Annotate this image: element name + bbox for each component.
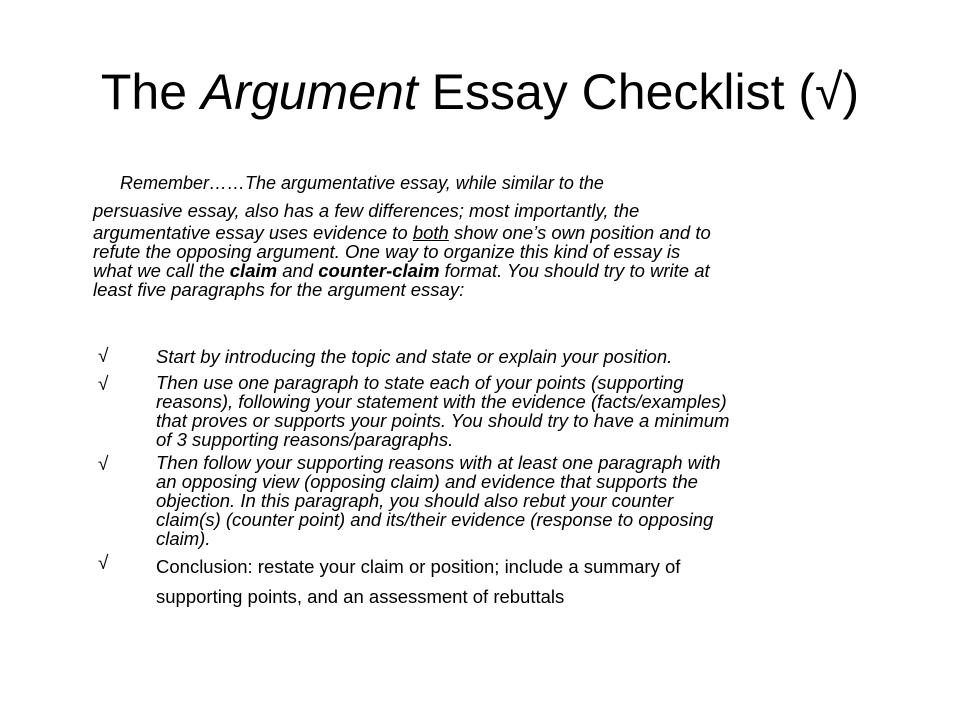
checklist-item-line: Then follow your supporting reasons with at least one paragraph with bbox=[156, 452, 721, 473]
checklist-item-line: Start by introducing the topic and state or explain your position. bbox=[156, 346, 673, 367]
checklist-item-line: objection. In this paragraph, you should also rebut your counter bbox=[156, 490, 674, 511]
title-prefix: The bbox=[100, 64, 201, 120]
checklist-item-line: claim(s) (counter point) and its/their evidence (response to opposing bbox=[156, 509, 714, 530]
term-counter-claim: counter-claim bbox=[318, 260, 440, 281]
intro-line-text: what we call the bbox=[93, 260, 230, 281]
emphasis-both: both bbox=[412, 222, 449, 243]
intro-lead: Remember……The argumentative essay, while similar to the bbox=[120, 173, 604, 193]
checklist-item bbox=[98, 373, 918, 449]
term-claim: claim bbox=[229, 260, 278, 281]
checklist-item-line: of 3 supporting reasons/paragraphs. bbox=[156, 429, 454, 450]
intro-line: least five paragraphs for the argument essay: bbox=[93, 279, 465, 300]
checklist-item-text bbox=[156, 373, 918, 449]
intro-line bbox=[93, 223, 913, 242]
checklist-item-line: that proves or supports your points. You should try to have a minimum bbox=[156, 410, 730, 431]
check-mark-icon: √ bbox=[98, 346, 109, 367]
checklist-item bbox=[98, 552, 918, 612]
intro-line-text: argumentative essay uses evidence to bbox=[93, 222, 413, 243]
checklist-item-line: an opposing view (opposing claim) and evidence that supports the bbox=[156, 471, 698, 492]
check-mark-icon: √ bbox=[98, 454, 109, 475]
intro-line bbox=[93, 261, 913, 280]
check-mark-icon: √ bbox=[98, 553, 109, 574]
intro-line-text: and bbox=[277, 260, 319, 281]
check-mark-icon: √ bbox=[98, 374, 109, 395]
checklist-item bbox=[98, 453, 918, 548]
checklist-item-text bbox=[156, 552, 918, 612]
intro-line-text: format. You should try to write at bbox=[439, 260, 710, 281]
intro-line: persuasive essay, also has a few differences; most importantly, the bbox=[93, 200, 640, 221]
checklist-item-line: Then use one paragraph to state each of your points (supporting bbox=[156, 372, 684, 393]
intro-line-text: show one’s own position and to bbox=[448, 222, 711, 243]
intro-line: refute the opposing argument. One way to organize this kind of essay is bbox=[93, 241, 681, 262]
checklist-item-line: Conclusion: restate your claim or position; include a summary of bbox=[156, 556, 681, 577]
slide-title bbox=[0, 60, 960, 124]
intro-paragraph bbox=[93, 199, 913, 299]
checklist-item-text bbox=[156, 345, 918, 369]
checklist-item bbox=[98, 345, 918, 369]
checklist-item-line: claim). bbox=[156, 528, 211, 549]
checklist-item-text bbox=[156, 453, 918, 548]
title-suffix: Essay Checklist (√) bbox=[417, 64, 860, 120]
title-emphasis: Argument bbox=[200, 64, 418, 120]
checklist bbox=[98, 345, 918, 616]
checklist-item-line: supporting points, and an assessment of rebuttals bbox=[156, 586, 565, 607]
checklist-item-line: reasons), following your statement with the evidence (facts/examples) bbox=[156, 391, 727, 412]
